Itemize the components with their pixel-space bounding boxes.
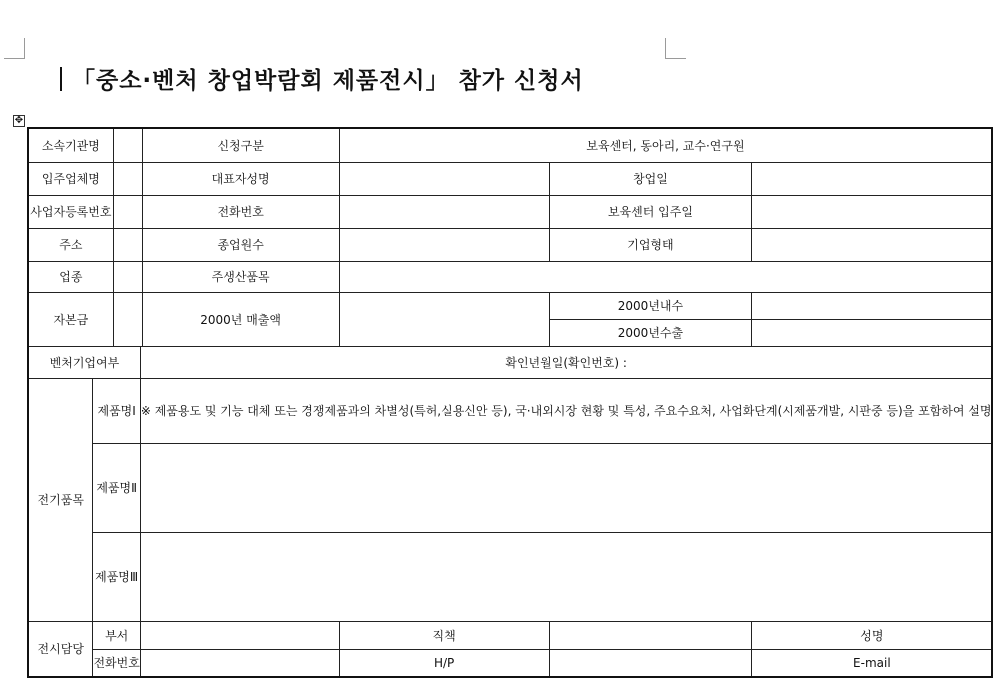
employees-field[interactable] [339, 228, 549, 261]
capital-field[interactable] [113, 292, 142, 346]
venture-confirm-field[interactable]: 확인년월일(확인번호) : [140, 346, 992, 378]
move-in-date-label: 보육센터 입주일 [549, 195, 752, 228]
table-move-handle-icon[interactable]: ✥ [14, 115, 24, 126]
founded-date-field[interactable] [752, 162, 993, 195]
product1-label: 제품명Ⅰ [93, 378, 140, 443]
title-text: 「중소·벤처 창업박람회 제품전시」 참가 신청서 [72, 68, 584, 94]
table-row [28, 346, 992, 378]
table-row [28, 128, 992, 162]
company-name-field[interactable] [113, 162, 142, 195]
table-row [28, 443, 992, 532]
email-label: E-mail [752, 649, 993, 677]
dept-field[interactable] [140, 621, 339, 649]
main-products-field[interactable] [339, 261, 992, 292]
product2-description[interactable] [140, 443, 992, 532]
hp-label: H/P [339, 649, 549, 677]
page-title [60, 62, 584, 96]
table-row [28, 532, 992, 621]
industry-field[interactable] [113, 261, 142, 292]
table-row [28, 228, 992, 261]
contact-phone-field[interactable] [140, 649, 339, 677]
contact-label: 전시담당 [28, 621, 93, 677]
position-label: 직책 [339, 621, 549, 649]
export-sales-label: 2000년수출 [549, 319, 752, 346]
venture-status-label: 벤처기업여부 [28, 346, 140, 378]
company-name-label: 입주업체명 [28, 162, 113, 195]
name-label: 성명 [752, 621, 993, 649]
industry-label: 업종 [28, 261, 113, 292]
biz-reg-number-field[interactable] [113, 195, 142, 228]
move-in-date-field[interactable] [752, 195, 993, 228]
exhibit-items-label: 전기품목 [28, 378, 93, 621]
apply-type-options[interactable]: 보육센터, 동아리, 교수·연구원 [339, 128, 992, 162]
founded-date-label: 창업일 [549, 162, 752, 195]
apply-type-label: 신청구분 [142, 128, 339, 162]
phone-label: 전화번호 [142, 195, 339, 228]
address-field[interactable] [113, 228, 142, 261]
sales-label: 2000년 매출액 [142, 292, 339, 346]
table-row [28, 378, 992, 443]
org-name-field[interactable] [113, 128, 142, 162]
table-row [28, 195, 992, 228]
capital-label: 자본금 [28, 292, 113, 346]
product3-description[interactable] [140, 532, 992, 621]
company-type-label: 기업형태 [549, 228, 752, 261]
employees-label: 종업원수 [142, 228, 339, 261]
export-sales-field[interactable] [752, 319, 993, 346]
product1-description[interactable]: ※ 제품용도 및 기능 대체 또는 경쟁제품과의 차별성(특허,실용신안 등), 국·내외시장 현황 및 특성, 주요수요처, 사업화단계(시제품개발, 시판중 등)을 포함하여 설명 [140, 378, 992, 443]
table-row [28, 261, 992, 292]
dept-label: 부서 [93, 621, 140, 649]
page-corner-top-right [665, 38, 686, 59]
contact-phone-label: 전화번호 [93, 649, 140, 677]
address-label: 주소 [28, 228, 113, 261]
application-form-table [27, 127, 993, 678]
table-row [28, 621, 992, 649]
domestic-sales-field[interactable] [752, 292, 993, 319]
table-row [28, 649, 992, 677]
product2-label: 제품명Ⅱ [93, 443, 140, 532]
org-name-label: 소속기관명 [28, 128, 113, 162]
ceo-name-label: 대표자성명 [142, 162, 339, 195]
main-products-label: 주생산품목 [142, 261, 339, 292]
page-corner-top-left [4, 38, 25, 59]
sales-field[interactable] [339, 292, 549, 346]
table-row [28, 292, 992, 319]
phone-field[interactable] [339, 195, 549, 228]
domestic-sales-label: 2000년내수 [549, 292, 752, 319]
company-type-field[interactable] [752, 228, 993, 261]
text-cursor [60, 67, 62, 91]
hp-field[interactable] [549, 649, 752, 677]
ceo-name-field[interactable] [339, 162, 549, 195]
product3-label: 제품명Ⅲ [93, 532, 140, 621]
biz-reg-number-label: 사업자등록번호 [28, 195, 113, 228]
position-field[interactable] [549, 621, 752, 649]
table-row [28, 162, 992, 195]
